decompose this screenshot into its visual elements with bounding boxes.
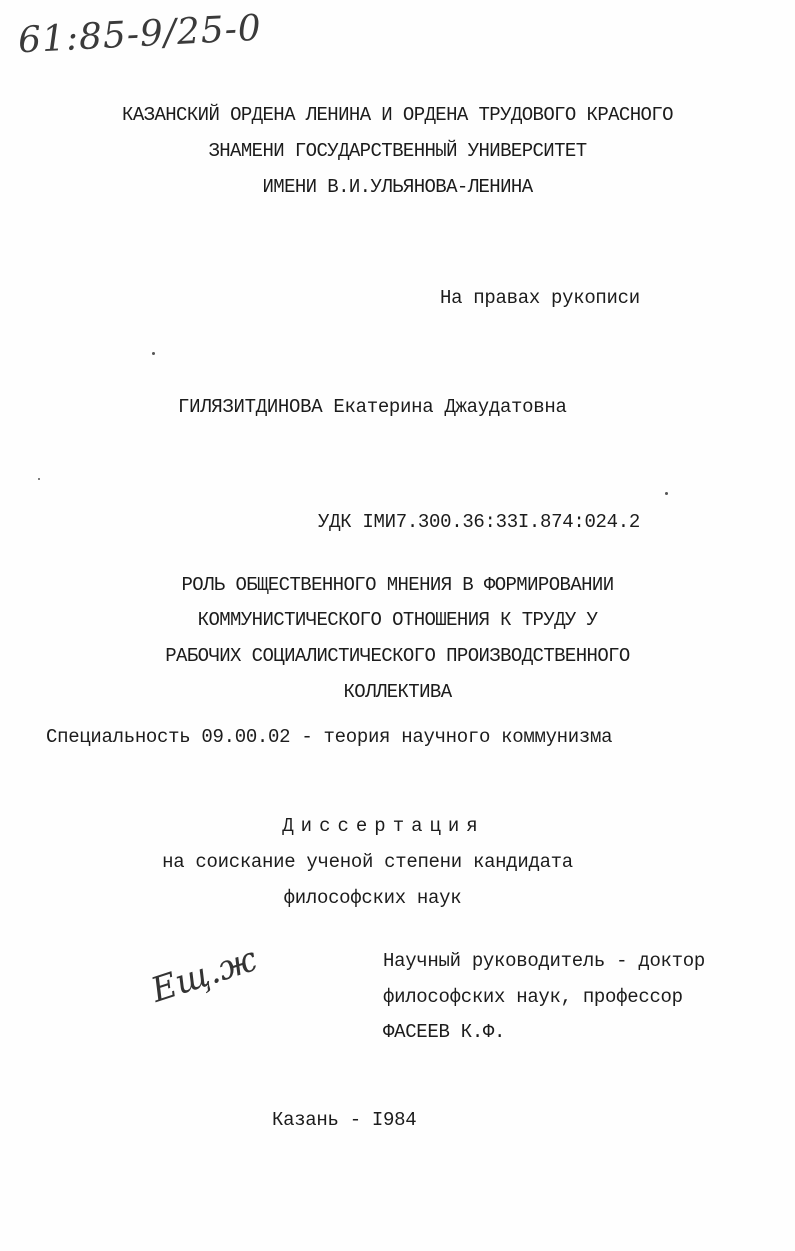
supervisor-line-3: ФАСЕЕВ К.Ф. bbox=[383, 1021, 506, 1043]
title-line-3: РАБОЧИХ СОЦИАЛИСТИЧЕСКОГО ПРОИЗВОДСТВЕННОГО bbox=[165, 645, 630, 667]
speck bbox=[152, 352, 155, 355]
title-line-4: КОЛЛЕКТИВА bbox=[343, 681, 452, 703]
manuscript-rights-label: На правах рукописи bbox=[440, 287, 640, 309]
speck bbox=[38, 478, 40, 480]
author-name: ГИЛЯЗИТДИНОВА Екатерина Джаудатовна bbox=[178, 396, 567, 418]
university-line-3: ИМЕНИ В.И.УЛЬЯНОВА-ЛЕНИНА bbox=[262, 176, 533, 198]
university-line-1: КАЗАНСКИЙ ОРДЕНА ЛЕНИНА И ОРДЕНА ТРУДОВОГО КРАСНОГО bbox=[122, 104, 673, 126]
title-line-2: КОММУНИСТИЧЕСКОГО ОТНОШЕНИЯ К ТРУДУ У bbox=[197, 609, 598, 631]
dissertation-line-1: на соискание ученой степени кандидата bbox=[162, 851, 573, 873]
dissertation-line-2: философских наук bbox=[283, 887, 462, 909]
university-line-2: ЗНАМЕНИ ГОСУДАРСТВЕННЫЙ УНИВЕРСИТЕТ bbox=[208, 140, 587, 162]
place-and-year: Казань - I984 bbox=[272, 1109, 417, 1131]
signature-handwritten: Ещ.ж bbox=[146, 939, 262, 1011]
speck bbox=[665, 492, 668, 495]
supervisor-line-2: философских наук, профессор bbox=[383, 986, 683, 1008]
title-line-1: РОЛЬ ОБЩЕСТВЕННОГО МНЕНИЯ В ФОРМИРОВАНИИ bbox=[181, 574, 614, 596]
supervisor-line-1: Научный руководитель - доктор bbox=[383, 950, 705, 972]
archive-code-handwritten: 61:85-9/25-0 bbox=[17, 7, 263, 62]
udc-code: УДК IMИ7.300.36:33I.874:024.2 bbox=[318, 511, 640, 533]
dissertation-heading: Диссертация bbox=[282, 815, 485, 837]
specialty-line: Специальность 09.00.02 - теория научного коммунизма bbox=[46, 726, 613, 748]
